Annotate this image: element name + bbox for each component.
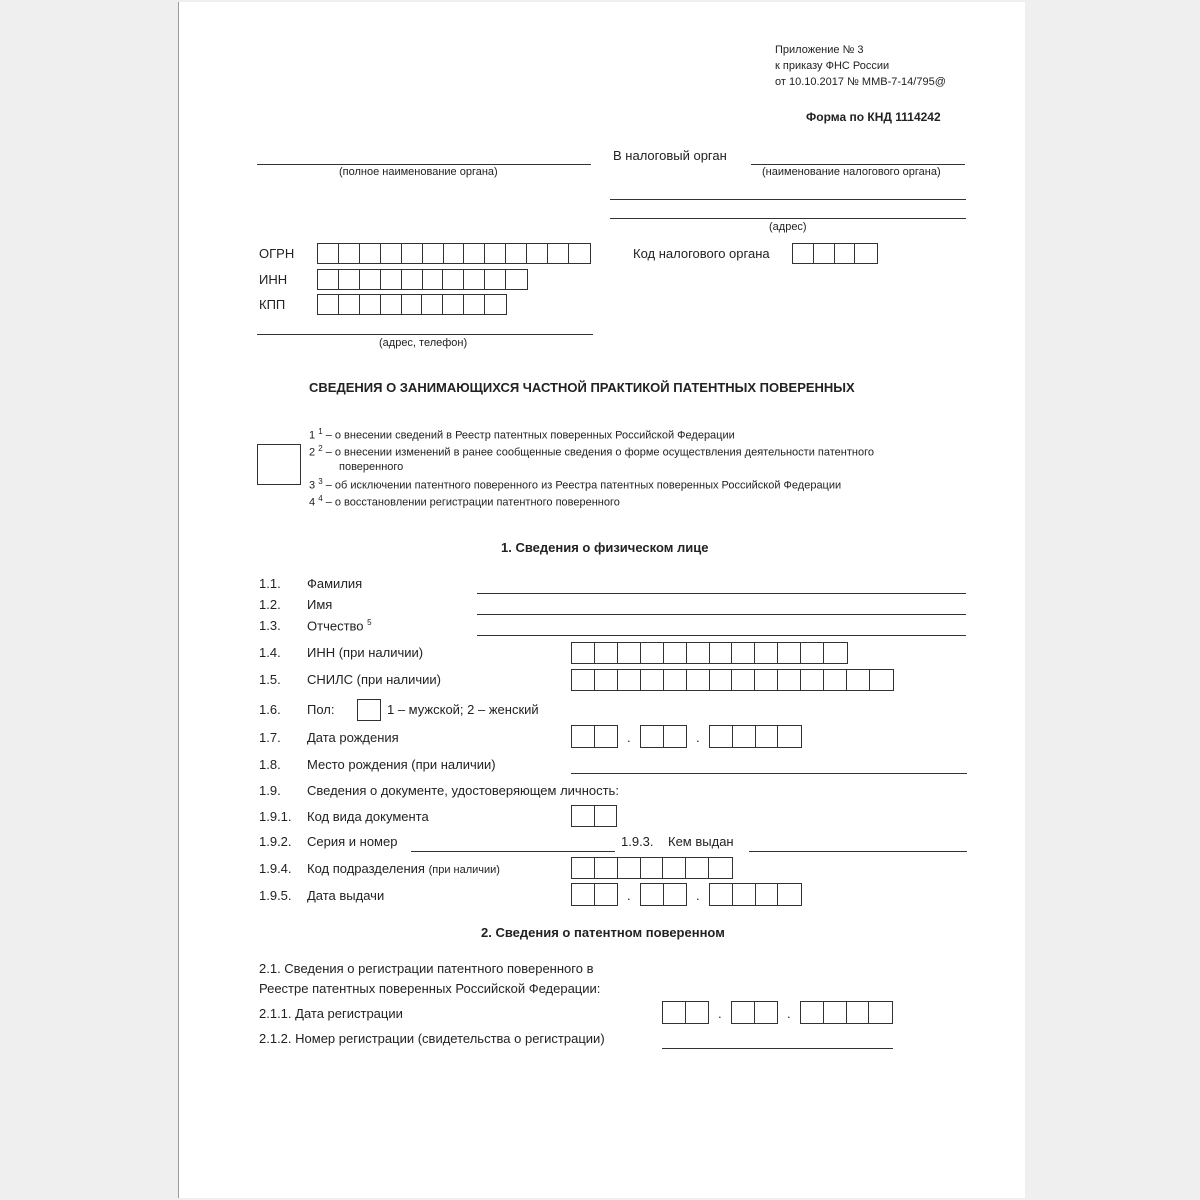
birth-month-cells[interactable] <box>640 725 687 748</box>
field-1-9-1-label: Код вида документа <box>307 809 429 824</box>
kpp-cells[interactable] <box>317 294 507 315</box>
issue-day-cells[interactable] <box>571 883 618 906</box>
field-1-7-label: Дата рождения <box>307 730 399 745</box>
registration-year-cells[interactable] <box>800 1001 893 1024</box>
field-2-1-line-2: Реестре патентных поверенных Российской Федерации: <box>259 981 601 996</box>
field-1-7-num: 1.7. <box>259 730 281 745</box>
full-name-field[interactable] <box>257 164 591 165</box>
tax-authority-name-caption: (наименование налогового органа) <box>762 166 941 178</box>
birth-year-cells[interactable] <box>709 725 802 748</box>
registration-number-field[interactable] <box>662 1048 893 1049</box>
field-1-9-2-label: Серия и номер <box>307 834 398 849</box>
first-name-field[interactable] <box>477 614 966 615</box>
option-2-continuation: поверенного <box>339 461 404 473</box>
option-1: 1 $^1$ – о внесении сведений в Реестр патентных поверенных Российской Федерации <box>309 427 735 442</box>
tax-authority-name-field[interactable] <box>751 164 965 165</box>
section-2-title: 2. Сведения о патентном поверенном <box>481 925 725 940</box>
gender-box[interactable] <box>357 699 381 721</box>
field-1-2-label: Имя <box>307 597 333 612</box>
field-1-9-1-num: 1.9.1. <box>259 809 292 824</box>
date-separator: . <box>696 730 700 745</box>
address-phone-caption: (адрес, телефон) <box>379 337 468 349</box>
field-1-1-num: 1.1. <box>259 576 281 591</box>
form-title: СВЕДЕНИЯ О ЗАНИМАЮЩИХСЯ ЧАСТНОЙ ПРАКТИКОЙ ПАТЕНТНЫХ ПОВЕРЕННЫХ <box>309 380 855 395</box>
field-2-1-1-label: 2.1.1. Дата регистрации <box>259 1006 403 1021</box>
kpp-label: КПП <box>259 297 286 312</box>
appendix-line-3: от 10.10.2017 № ММВ-7-14/795@ <box>775 76 946 88</box>
field-1-4-label: ИНН (при наличии) <box>307 645 424 660</box>
to-tax-authority-label: В налоговый орган <box>613 148 727 163</box>
issue-month-cells[interactable] <box>640 883 687 906</box>
issued-by-field[interactable] <box>749 851 967 852</box>
field-1-3-label: Отчество $^5$ <box>307 618 372 634</box>
option-code-box[interactable] <box>257 444 301 485</box>
full-name-caption: (полное наименование органа) <box>339 166 498 178</box>
field-2-1-line-1: 2.1. Сведения о регистрации патентного поверенного в <box>259 961 594 976</box>
field-1-2-num: 1.2. <box>259 597 281 612</box>
patronymic-field[interactable] <box>477 635 966 636</box>
registration-day-cells[interactable] <box>662 1001 709 1024</box>
ogrn-cells[interactable] <box>317 243 591 264</box>
date-separator: . <box>718 1006 722 1021</box>
field-1-9-5-label: Дата выдачи <box>307 888 385 903</box>
field-1-6-label: Пол: <box>307 702 335 717</box>
birth-place-field[interactable] <box>571 773 967 774</box>
inn-label: ИНН <box>259 272 288 287</box>
registration-month-cells[interactable] <box>731 1001 778 1024</box>
ogrn-label: ОГРН <box>259 246 295 261</box>
date-separator: . <box>696 888 700 903</box>
option-2: 2 $^2$ – о внесении изменений в ранее сообщенные сведения о форме осуществления деятельности патентного <box>309 444 874 459</box>
date-separator: . <box>627 730 631 745</box>
date-separator: . <box>627 888 631 903</box>
field-1-6-num: 1.6. <box>259 702 281 717</box>
appendix-line-1: Приложение № 3 <box>775 44 864 56</box>
field-1-9-3-num: 1.9.3. <box>621 834 654 849</box>
option-3: 3 $^3$ – об исключении патентного поверенного из Реестра патентных поверенных Российской Федерации <box>309 477 842 492</box>
doc-type-cells[interactable] <box>571 805 617 827</box>
issue-year-cells[interactable] <box>709 883 802 906</box>
birth-day-cells[interactable] <box>571 725 618 748</box>
field-1-9-4-num: 1.9.4. <box>259 861 292 876</box>
field-1-9-label: Сведения о документе, удостоверяющем личность: <box>307 783 619 798</box>
tax-code-cells[interactable] <box>792 243 878 264</box>
field-1-9-num: 1.9. <box>259 783 281 798</box>
field-1-5-num: 1.5. <box>259 672 281 687</box>
form-code: Форма по КНД 1114242 <box>806 110 941 124</box>
address-phone-field[interactable] <box>257 334 593 335</box>
field-1-1-label: Фамилия <box>307 576 363 591</box>
address-field-1[interactable] <box>610 199 966 200</box>
division-code-cells[interactable] <box>571 857 733 879</box>
inn-cells[interactable] <box>317 269 528 290</box>
option-4: 4 $^4$ – о восстановлении регистрации патентного поверенного <box>309 494 620 509</box>
tax-code-label: Код налогового органа <box>633 246 770 261</box>
field-1-8-label: Место рождения (при наличии) <box>307 757 496 772</box>
field-1-9-2-num: 1.9.2. <box>259 834 292 849</box>
field-1-8-num: 1.8. <box>259 757 281 772</box>
section-1-title: 1. Сведения о физическом лице <box>501 540 709 555</box>
series-number-field[interactable] <box>411 851 615 852</box>
field-1-9-3-label: Кем выдан <box>668 834 734 849</box>
field-1-5-label: СНИЛС (при наличии) <box>307 672 442 687</box>
appendix-line-2: к приказу ФНС России <box>775 60 890 72</box>
field-1-3-num: 1.3. <box>259 618 281 633</box>
form-page <box>178 2 1025 1198</box>
address-caption: (адрес) <box>769 221 807 233</box>
field-1-4-num: 1.4. <box>259 645 281 660</box>
date-separator: . <box>787 1006 791 1021</box>
address-field-2[interactable] <box>610 218 966 219</box>
field-1-9-4-label: Код подразделения (при наличии) <box>307 861 500 876</box>
person-inn-cells[interactable] <box>571 642 848 664</box>
field-2-1-2-label: 2.1.2. Номер регистрации (свидетельства о регистрации) <box>259 1031 605 1046</box>
snils-cells[interactable] <box>571 669 894 691</box>
gender-hint: 1 – мужской; 2 – женский <box>387 702 539 717</box>
surname-field[interactable] <box>477 593 966 594</box>
field-1-9-5-num: 1.9.5. <box>259 888 292 903</box>
